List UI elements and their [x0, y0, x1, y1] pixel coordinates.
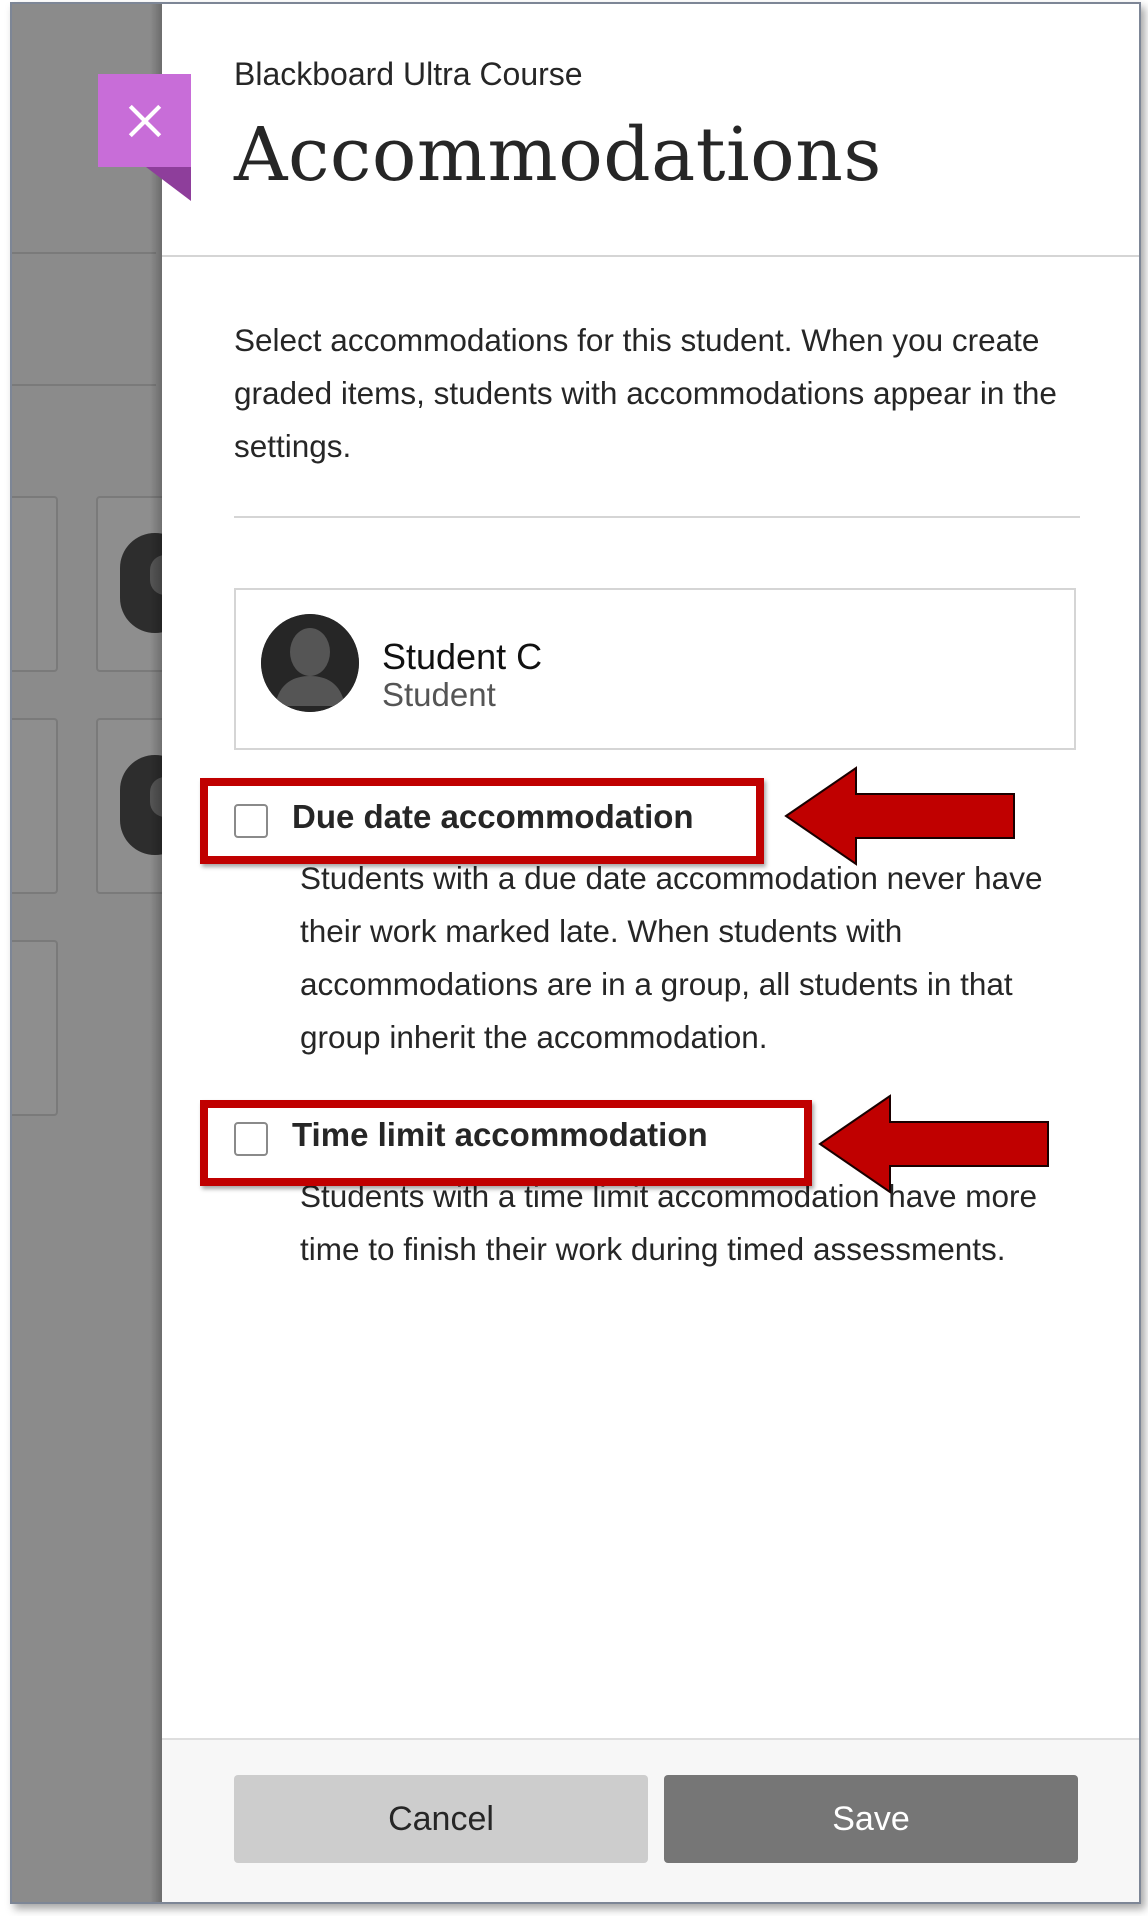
- background-card: [10, 718, 58, 894]
- panel-footer: [162, 1738, 1139, 1902]
- save-button[interactable]: Save: [664, 1775, 1078, 1863]
- background-divider: [12, 252, 156, 254]
- close-tab-fold: [146, 167, 191, 201]
- background-card: [10, 940, 58, 1116]
- user-avatar-icon: [261, 614, 359, 712]
- intro-divider: [234, 516, 1080, 518]
- background-divider: [12, 384, 156, 386]
- red-arrow-icon: [782, 764, 1022, 868]
- intro-text: Select accommodations for this student. When you create graded items, students with accommodations appear in the settings.: [234, 322, 1057, 464]
- red-arrow-icon: [816, 1092, 1056, 1196]
- course-name: Blackboard Ultra Course: [234, 56, 583, 92]
- accommodations-panel: [162, 4, 1139, 1902]
- background-course-page: [12, 4, 156, 1902]
- cancel-button[interactable]: Cancel: [234, 1775, 648, 1863]
- student-role: Student: [382, 676, 496, 713]
- header-divider: [162, 255, 1139, 257]
- time-limit-description: Students with a time limit accommodation have more time to finish their work during timed assessments.: [300, 1178, 1038, 1267]
- student-name: Student C: [382, 636, 543, 677]
- close-icon: [124, 100, 166, 142]
- highlight-box-due-date: [200, 778, 764, 864]
- highlight-box-time-limit: [200, 1100, 812, 1186]
- close-panel-button[interactable]: [98, 74, 191, 167]
- student-card: [234, 588, 1076, 750]
- due-date-description: Students with a due date accommodation never have their work marked late. When students with accommodations are in a group, all students in that group inherit the accommodation.: [300, 860, 1043, 1055]
- screenshot-frame: [10, 2, 1141, 1904]
- page-title: Accommodations: [234, 112, 882, 198]
- due-date-label[interactable]: Due date accommodation: [292, 798, 694, 835]
- background-card: [10, 496, 58, 672]
- time-limit-label[interactable]: Time limit accommodation: [292, 1116, 708, 1153]
